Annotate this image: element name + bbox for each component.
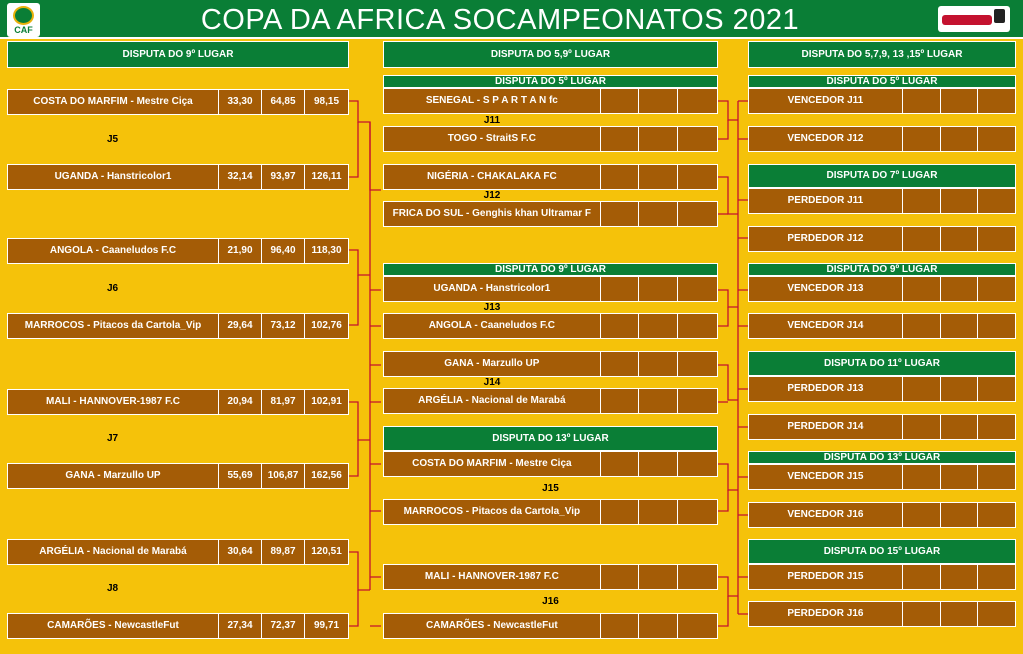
match-row-j12-b[interactable] <box>383 201 718 227</box>
bracket-line <box>349 402 370 440</box>
score-1 <box>601 127 640 151</box>
mid-group-9th: DISPUTA DO 9º LUGAR <box>383 263 718 276</box>
score-1 <box>601 500 640 524</box>
score-2 <box>639 452 678 476</box>
score-1 <box>903 465 941 489</box>
slot-name: VENCEDOR J13 <box>749 277 903 301</box>
score-2: 93,97 <box>262 165 305 189</box>
game-label-j13: J13 <box>483 302 501 313</box>
match-row-j7-a[interactable] <box>7 389 349 415</box>
bracket-line <box>718 177 738 214</box>
score-total <box>978 127 1015 151</box>
team-name: GANA - Marzullo UP <box>8 464 219 488</box>
team-name: CAMARÕES - NewcastleFut <box>8 614 219 638</box>
score-total <box>678 452 717 476</box>
score-total <box>978 565 1015 589</box>
score-total <box>678 500 717 524</box>
game-label-j8: J8 <box>106 583 119 594</box>
score-1 <box>903 227 941 251</box>
score-2 <box>639 314 678 338</box>
bracket-line <box>718 120 728 139</box>
score-1 <box>601 452 640 476</box>
score-1 <box>903 314 941 338</box>
score-1 <box>601 565 640 589</box>
bracket-line <box>349 440 358 476</box>
score-total <box>978 314 1015 338</box>
score-2 <box>639 277 678 301</box>
slot-row-perdedor-j11[interactable] <box>748 188 1016 214</box>
bracket-line <box>349 590 358 626</box>
score-2 <box>941 314 979 338</box>
score-total: 98,15 <box>305 90 348 114</box>
team-name: ARGÉLIA - Nacional de Marabá <box>8 540 219 564</box>
slot-name: VENCEDOR J14 <box>749 314 903 338</box>
mid-column-header: DISPUTA DO 5,9º LUGAR <box>383 41 718 68</box>
slot-name: PERDEDOR J11 <box>749 189 903 213</box>
slot-name: PERDEDOR J12 <box>749 227 903 251</box>
match-row-j15-b[interactable] <box>383 499 718 525</box>
score-total: 126,11 <box>305 165 348 189</box>
slot-row-vencedor-j14[interactable] <box>748 313 1016 339</box>
score-1 <box>601 89 640 113</box>
score-1: 21,90 <box>219 239 262 263</box>
score-2 <box>941 565 979 589</box>
score-2 <box>639 614 678 638</box>
team-name: COSTA DO MARFIM - Mestre Ciça <box>384 452 601 476</box>
score-total <box>678 389 717 413</box>
score-2 <box>639 89 678 113</box>
score-total <box>678 165 717 189</box>
score-total: 102,91 <box>305 390 348 414</box>
score-total <box>678 614 717 638</box>
team-name: MALI - HANNOVER-1987 F.C <box>384 565 601 589</box>
logo-text: CAF <box>14 25 33 35</box>
score-1 <box>601 202 640 226</box>
team-name: ARGÉLIA - Nacional de Marabá <box>384 389 601 413</box>
slot-name: PERDEDOR J16 <box>749 602 903 626</box>
score-2 <box>941 503 979 527</box>
slot-name: VENCEDOR J15 <box>749 465 903 489</box>
game-label-j15: J15 <box>542 483 559 494</box>
match-row-j16-b[interactable] <box>383 613 718 639</box>
score-total: 102,76 <box>305 314 348 338</box>
match-row-j13-a[interactable] <box>383 276 718 302</box>
score-total <box>978 415 1015 439</box>
score-2: 72,37 <box>262 614 305 638</box>
game-label-j16: J16 <box>542 596 559 607</box>
page-title: COPA DA AFRICA SOCAMPEONATOS 2021 <box>200 4 800 36</box>
score-2 <box>941 89 979 113</box>
score-total <box>978 503 1015 527</box>
score-total <box>678 314 717 338</box>
right-group-9th: DISPUTA DO 9º LUGAR <box>748 263 1016 276</box>
score-total <box>678 127 717 151</box>
team-name: UGANDA - Hanstricolor1 <box>384 277 601 301</box>
bracket-line <box>349 250 370 275</box>
score-2 <box>639 165 678 189</box>
score-1 <box>903 189 941 213</box>
slot-row-vencedor-j13[interactable] <box>748 276 1016 302</box>
slot-row-perdedor-j14[interactable] <box>748 414 1016 440</box>
score-1 <box>601 389 640 413</box>
match-row-j11-b[interactable] <box>383 126 718 152</box>
score-total <box>678 89 717 113</box>
game-label-j6: J6 <box>106 283 119 294</box>
game-label-j11: J11 <box>483 115 501 126</box>
bracket-line <box>349 122 358 177</box>
left-column-header: DISPUTA DO 9º LUGAR <box>7 41 349 68</box>
score-1: 33,30 <box>219 90 262 114</box>
score-1 <box>601 352 640 376</box>
team-name: NIGÉRIA - CHAKALAKA FC <box>384 165 601 189</box>
bracket-line <box>349 275 358 325</box>
team-name: MARROCOS - Pitacos da Cartola_Vip <box>8 314 219 338</box>
mid-group-5th: DISPUTA DO 5º LUGAR <box>383 75 718 88</box>
slot-row-perdedor-j12[interactable] <box>748 226 1016 252</box>
team-name: FRICA DO SUL - Genghis khan Ultramar F <box>384 202 601 226</box>
match-row-j14-b[interactable] <box>383 388 718 414</box>
score-1: 27,34 <box>219 614 262 638</box>
score-1 <box>601 165 640 189</box>
game-label-j5: J5 <box>106 134 119 145</box>
slot-row-perdedor-j16[interactable] <box>748 601 1016 627</box>
team-name: COSTA DO MARFIM - Mestre Ciça <box>8 90 219 114</box>
bracket-line <box>738 101 748 614</box>
score-2: 64,85 <box>262 90 305 114</box>
score-total: 118,30 <box>305 239 348 263</box>
team-name: SENEGAL - S P A R T A N fc <box>384 89 601 113</box>
slot-name: VENCEDOR J16 <box>749 503 903 527</box>
slot-row-perdedor-j13[interactable] <box>748 376 1016 402</box>
match-row-j6-a[interactable] <box>7 238 349 264</box>
score-1: 32,14 <box>219 165 262 189</box>
score-total: 162,56 <box>305 464 348 488</box>
score-1 <box>903 277 941 301</box>
score-1 <box>903 503 941 527</box>
score-1 <box>903 127 941 151</box>
bracket-line <box>718 101 738 120</box>
score-1: 29,64 <box>219 314 262 338</box>
right-group-5th: DISPUTA DO 5º LUGAR <box>748 75 1016 88</box>
team-name: ANGOLA - Caaneludos F.C <box>8 239 219 263</box>
game-label-j14: J14 <box>483 377 501 388</box>
right-column-header: DISPUTA DO 5,7,9, 13 ,15º LUGAR <box>748 41 1016 68</box>
match-row-j5-b[interactable] <box>7 164 349 190</box>
team-name: MARROCOS - Pitacos da Cartola_Vip <box>384 500 601 524</box>
score-1: 55,69 <box>219 464 262 488</box>
score-total <box>978 277 1015 301</box>
score-total <box>678 202 717 226</box>
score-2 <box>941 465 979 489</box>
score-1 <box>903 377 941 401</box>
bracket-line <box>718 490 728 511</box>
slot-row-vencedor-j12[interactable] <box>748 126 1016 152</box>
score-total <box>678 277 717 301</box>
score-1 <box>601 314 640 338</box>
score-2 <box>639 565 678 589</box>
slot-name: PERDEDOR J14 <box>749 415 903 439</box>
score-2 <box>941 189 979 213</box>
score-total <box>978 465 1015 489</box>
match-row-j14-a[interactable] <box>383 351 718 377</box>
mid-group-13th: DISPUTA DO 13º LUGAR <box>383 426 718 451</box>
team-name: CAMARÕES - NewcastleFut <box>384 614 601 638</box>
score-2 <box>639 127 678 151</box>
score-2 <box>941 415 979 439</box>
bracket-line <box>718 290 738 307</box>
score-total <box>978 377 1015 401</box>
score-total <box>678 565 717 589</box>
score-2: 73,12 <box>262 314 305 338</box>
score-2: 89,87 <box>262 540 305 564</box>
match-row-j13-b[interactable] <box>383 313 718 339</box>
slot-row-vencedor-j16[interactable] <box>748 502 1016 528</box>
score-1 <box>903 565 941 589</box>
match-row-j5-a[interactable] <box>7 89 349 115</box>
score-2: 81,97 <box>262 390 305 414</box>
slot-row-vencedor-j11[interactable] <box>748 88 1016 114</box>
score-1 <box>903 415 941 439</box>
bracket-line <box>718 307 728 326</box>
team-name: ANGOLA - Caaneludos F.C <box>384 314 601 338</box>
score-total <box>678 352 717 376</box>
score-2: 106,87 <box>262 464 305 488</box>
right-group-13th: DISPUTA DO 13º LUGAR <box>748 451 1016 464</box>
team-name: MALI - HANNOVER-1987 F.C <box>8 390 219 414</box>
match-row-j15-a[interactable] <box>383 451 718 477</box>
game-label-j7: J7 <box>106 433 119 444</box>
match-row-j6-b[interactable] <box>7 313 349 339</box>
right-group-11th: DISPUTA DO 11º LUGAR <box>748 351 1016 376</box>
score-1 <box>601 277 640 301</box>
bracket-line <box>718 464 738 490</box>
score-total <box>978 189 1015 213</box>
score-2: 96,40 <box>262 239 305 263</box>
match-row-j7-b[interactable] <box>7 463 349 489</box>
score-2 <box>941 127 979 151</box>
score-2 <box>639 202 678 226</box>
slot-name: VENCEDOR J11 <box>749 89 903 113</box>
bracket-line <box>718 365 738 400</box>
score-1 <box>903 89 941 113</box>
score-2 <box>639 352 678 376</box>
score-1: 30,64 <box>219 540 262 564</box>
score-total: 99,71 <box>305 614 348 638</box>
right-group-15th: DISPUTA DO 15º LUGAR <box>748 539 1016 564</box>
match-row-j8-b[interactable] <box>7 613 349 639</box>
score-2 <box>941 377 979 401</box>
team-name: GANA - Marzullo UP <box>384 352 601 376</box>
score-2 <box>941 602 979 626</box>
score-total: 120,51 <box>305 540 348 564</box>
score-1: 20,94 <box>219 390 262 414</box>
right-group-7th: DISPUTA DO 7º LUGAR <box>748 164 1016 188</box>
match-row-j11-a[interactable] <box>383 88 718 114</box>
team-name: UGANDA - Hanstricolor1 <box>8 165 219 189</box>
score-total <box>978 602 1015 626</box>
match-row-j12-a[interactable] <box>383 164 718 190</box>
team-name: TOGO - StraitS F.C <box>384 127 601 151</box>
score-1 <box>903 602 941 626</box>
score-2 <box>639 389 678 413</box>
game-label-j12: J12 <box>483 190 501 201</box>
score-2 <box>941 227 979 251</box>
slot-name: VENCEDOR J12 <box>749 127 903 151</box>
match-row-j8-a[interactable] <box>7 539 349 565</box>
slot-row-perdedor-j15[interactable] <box>748 564 1016 590</box>
bracket-line <box>718 596 728 626</box>
bracket-line <box>349 552 370 590</box>
slot-name: PERDEDOR J13 <box>749 377 903 401</box>
slot-row-vencedor-j15[interactable] <box>748 464 1016 490</box>
slot-name: PERDEDOR J15 <box>749 565 903 589</box>
bracket-line <box>718 577 738 596</box>
score-total <box>978 227 1015 251</box>
match-row-j16-a[interactable] <box>383 564 718 590</box>
score-2 <box>941 277 979 301</box>
score-1 <box>601 614 640 638</box>
score-total <box>978 89 1015 113</box>
bracket-line <box>370 290 381 626</box>
score-2 <box>639 500 678 524</box>
